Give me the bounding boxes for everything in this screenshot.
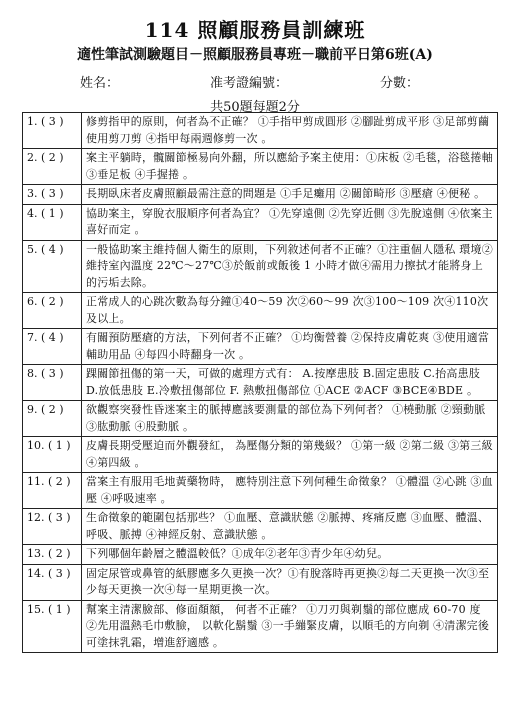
question-row xyxy=(23,600,498,653)
question-number-cell: 7. ( 4 ) xyxy=(23,329,82,365)
question-text: 下列哪個年齡層之體溫較低？①成年②老年③青少年④幼兒。 xyxy=(82,545,498,565)
question-answer: 1 xyxy=(55,602,63,616)
question-number: 11. xyxy=(27,475,45,488)
question-answer: 4 xyxy=(48,242,56,256)
question-number-cell: 15. ( 1 ) xyxy=(23,600,82,653)
name-label: 姓名： xyxy=(80,76,120,91)
question-row xyxy=(23,185,498,205)
question-row xyxy=(23,564,498,600)
question-text: 一般協助案主維持個人衛生的原則，下列敘述何者不正確？①注重個人隱私 環境②維持室內溫度 22℃～27℃③於飯前或飯後 1 小時才做④需用力擦拭才能將身上的污垢去除。 xyxy=(82,240,498,293)
question-number-cell: 12. ( 3 ) xyxy=(23,509,82,545)
question-answer: 3 xyxy=(48,187,56,200)
question-number-cell: 3. ( 3 ) xyxy=(23,185,82,205)
exam-id-label: 准考證編號： xyxy=(210,76,289,91)
question-answer: 4 xyxy=(48,331,56,344)
question-number: 1. xyxy=(27,115,38,128)
question-answer: 3 xyxy=(48,115,56,128)
question-number: 9. xyxy=(27,403,38,416)
question-row xyxy=(23,509,498,545)
question-number-cell: 4. ( 1 ) xyxy=(23,204,82,240)
question-number-cell: 14. ( 3 ) xyxy=(23,564,82,600)
question-answer: 2 xyxy=(55,475,63,488)
question-number: 14. xyxy=(27,566,45,580)
question-number-cell: 11. ( 2 ) xyxy=(23,473,82,509)
question-number: 7. xyxy=(27,331,38,344)
question-row xyxy=(23,149,498,185)
question-text: 踝關節扭傷的第一天，可做的處理方式有： A.按摩患肢 B.固定患肢 C.抬高患肢 D.放低患肢 E.冷敷扭傷部位 F. 熱敷扭傷部位 ①ACE ②ACF ③BCE④BDE 。 xyxy=(82,365,498,401)
question-row xyxy=(23,365,498,401)
question-number-cell: 9. ( 2 ) xyxy=(23,401,82,437)
question-text: 當案主有服用毛地黃藥物時， 應特別注意下列何種生命徵象？ ①體溫 ②心跳 ③血壓 ④呼吸速率 。 xyxy=(82,473,498,509)
question-text: 固定尿管或鼻管的紙膠應多久更換一次？①有脫落時再更換②每二天更換一次③至少每天更換一次④每一星期更換一次。 xyxy=(82,564,498,600)
question-text: 皮膚長期受壓迫而外觀發紅， 為壓傷分類的第幾級？ ①第一級 ②第二級 ③第三級 ④第四級 。 xyxy=(82,437,498,473)
question-number: 12. xyxy=(27,511,45,524)
question-row xyxy=(23,240,498,293)
question-text: 生命徵象的範圍包括那些？ ①血壓、意識狀態 ②脈搏、疼痛反應 ③血壓、體溫、呼吸、脈搏 ④神經反射、意識狀態 。 xyxy=(82,509,498,545)
question-row xyxy=(23,204,498,240)
question-row xyxy=(23,113,498,149)
question-number-cell: 5. ( 4 ) xyxy=(23,240,82,293)
question-text: 案主平躺時，髖關節極易向外翻，所以應給予案主使用：①床板 ②毛毯，浴毯捲軸 ③垂足板 ④手握捲 。 xyxy=(82,149,498,185)
question-text: 幫案主清潔臉部、修面顏額， 何者不正確？ ①刀刃與剃鬚的部位應成 60-70 度 ②先用溫熱毛巾敷臉， 以軟化鬍鬚 ③一手繃緊皮膚，以順毛的方向剃 ④清潔完後可塗抹乳霜，增進舒適感 。 xyxy=(82,600,498,653)
question-row xyxy=(23,473,498,509)
score-label: 分數： xyxy=(380,76,420,91)
question-table xyxy=(22,112,498,653)
question-answer: 1 xyxy=(55,439,63,452)
question-number-cell: 2. ( 2 ) xyxy=(23,149,82,185)
question-row xyxy=(23,401,498,437)
question-text: 協助案主，穿脫衣服順序何者為宜？ ①先穿遠側 ②先穿近側 ③先脫遠側 ④依案主喜好而定 。 xyxy=(82,204,498,240)
question-number-cell: 6. ( 2 ) xyxy=(23,293,82,329)
question-number-cell: 10. ( 1 ) xyxy=(23,437,82,473)
question-answer: 3 xyxy=(55,511,63,524)
question-number: 3. xyxy=(27,187,38,200)
question-number: 2. xyxy=(27,151,38,164)
question-answer: 1 xyxy=(48,206,56,220)
question-answer: 3 xyxy=(48,367,56,380)
question-number: 8. xyxy=(27,367,38,380)
question-text: 長期臥床者皮膚照顧最需注意的問題是 ①手足癱用 ②關節畸形 ③壓瘡 ④便秘 。 xyxy=(82,185,498,205)
question-row xyxy=(23,545,498,565)
question-row xyxy=(23,329,498,365)
question-answer: 3 xyxy=(55,566,63,580)
question-number-cell: 1. ( 3 ) xyxy=(23,113,82,149)
question-number: 15. xyxy=(27,602,45,616)
question-number: 6. xyxy=(27,295,38,308)
question-text: 欲觀察突發性昏迷案主的脈搏應該要測量的部位為下列何者？ ①橈動脈 ②頸動脈 ③肱動脈 ④股動脈 。 xyxy=(82,401,498,437)
exam-subtitle: 適性筆試測驗題目－照顧服務員專班－職前平日第6班(A) xyxy=(77,47,433,63)
total-note: 共50題每題2分 xyxy=(210,100,300,115)
question-number-cell: 13. ( 2 ) xyxy=(23,545,82,565)
question-number: 5. xyxy=(27,242,38,256)
question-answer: 2 xyxy=(48,151,56,164)
question-row xyxy=(23,437,498,473)
question-text: 修剪指甲的原則，何者為不正確？ ①手指甲剪成圓形 ②腳趾剪成平形 ③足部剪繭使用剪刀剪 ④指甲每兩週修剪一次 。 xyxy=(82,113,498,149)
question-answer: 2 xyxy=(48,295,56,308)
question-number: 4. xyxy=(27,206,38,220)
question-text: 有關預防壓瘡的方法，下列何者不正確？ ①均衡營養 ②保持皮膚乾爽 ③使用適當輔助用品 ④每四小時翻身一次 。 xyxy=(82,329,498,365)
question-row xyxy=(23,293,498,329)
question-text: 正常成人的心跳次數為每分鐘①40～59 次②60～99 次③100～109 次④110次及以上。 xyxy=(82,293,498,329)
exam-title: 114 照顧服務員訓練班 xyxy=(144,18,366,42)
question-answer: 2 xyxy=(55,547,63,560)
question-number-cell: 8. ( 3 ) xyxy=(23,365,82,401)
question-number: 10. xyxy=(27,439,45,452)
question-answer: 2 xyxy=(48,403,56,416)
question-number: 13. xyxy=(27,547,45,560)
